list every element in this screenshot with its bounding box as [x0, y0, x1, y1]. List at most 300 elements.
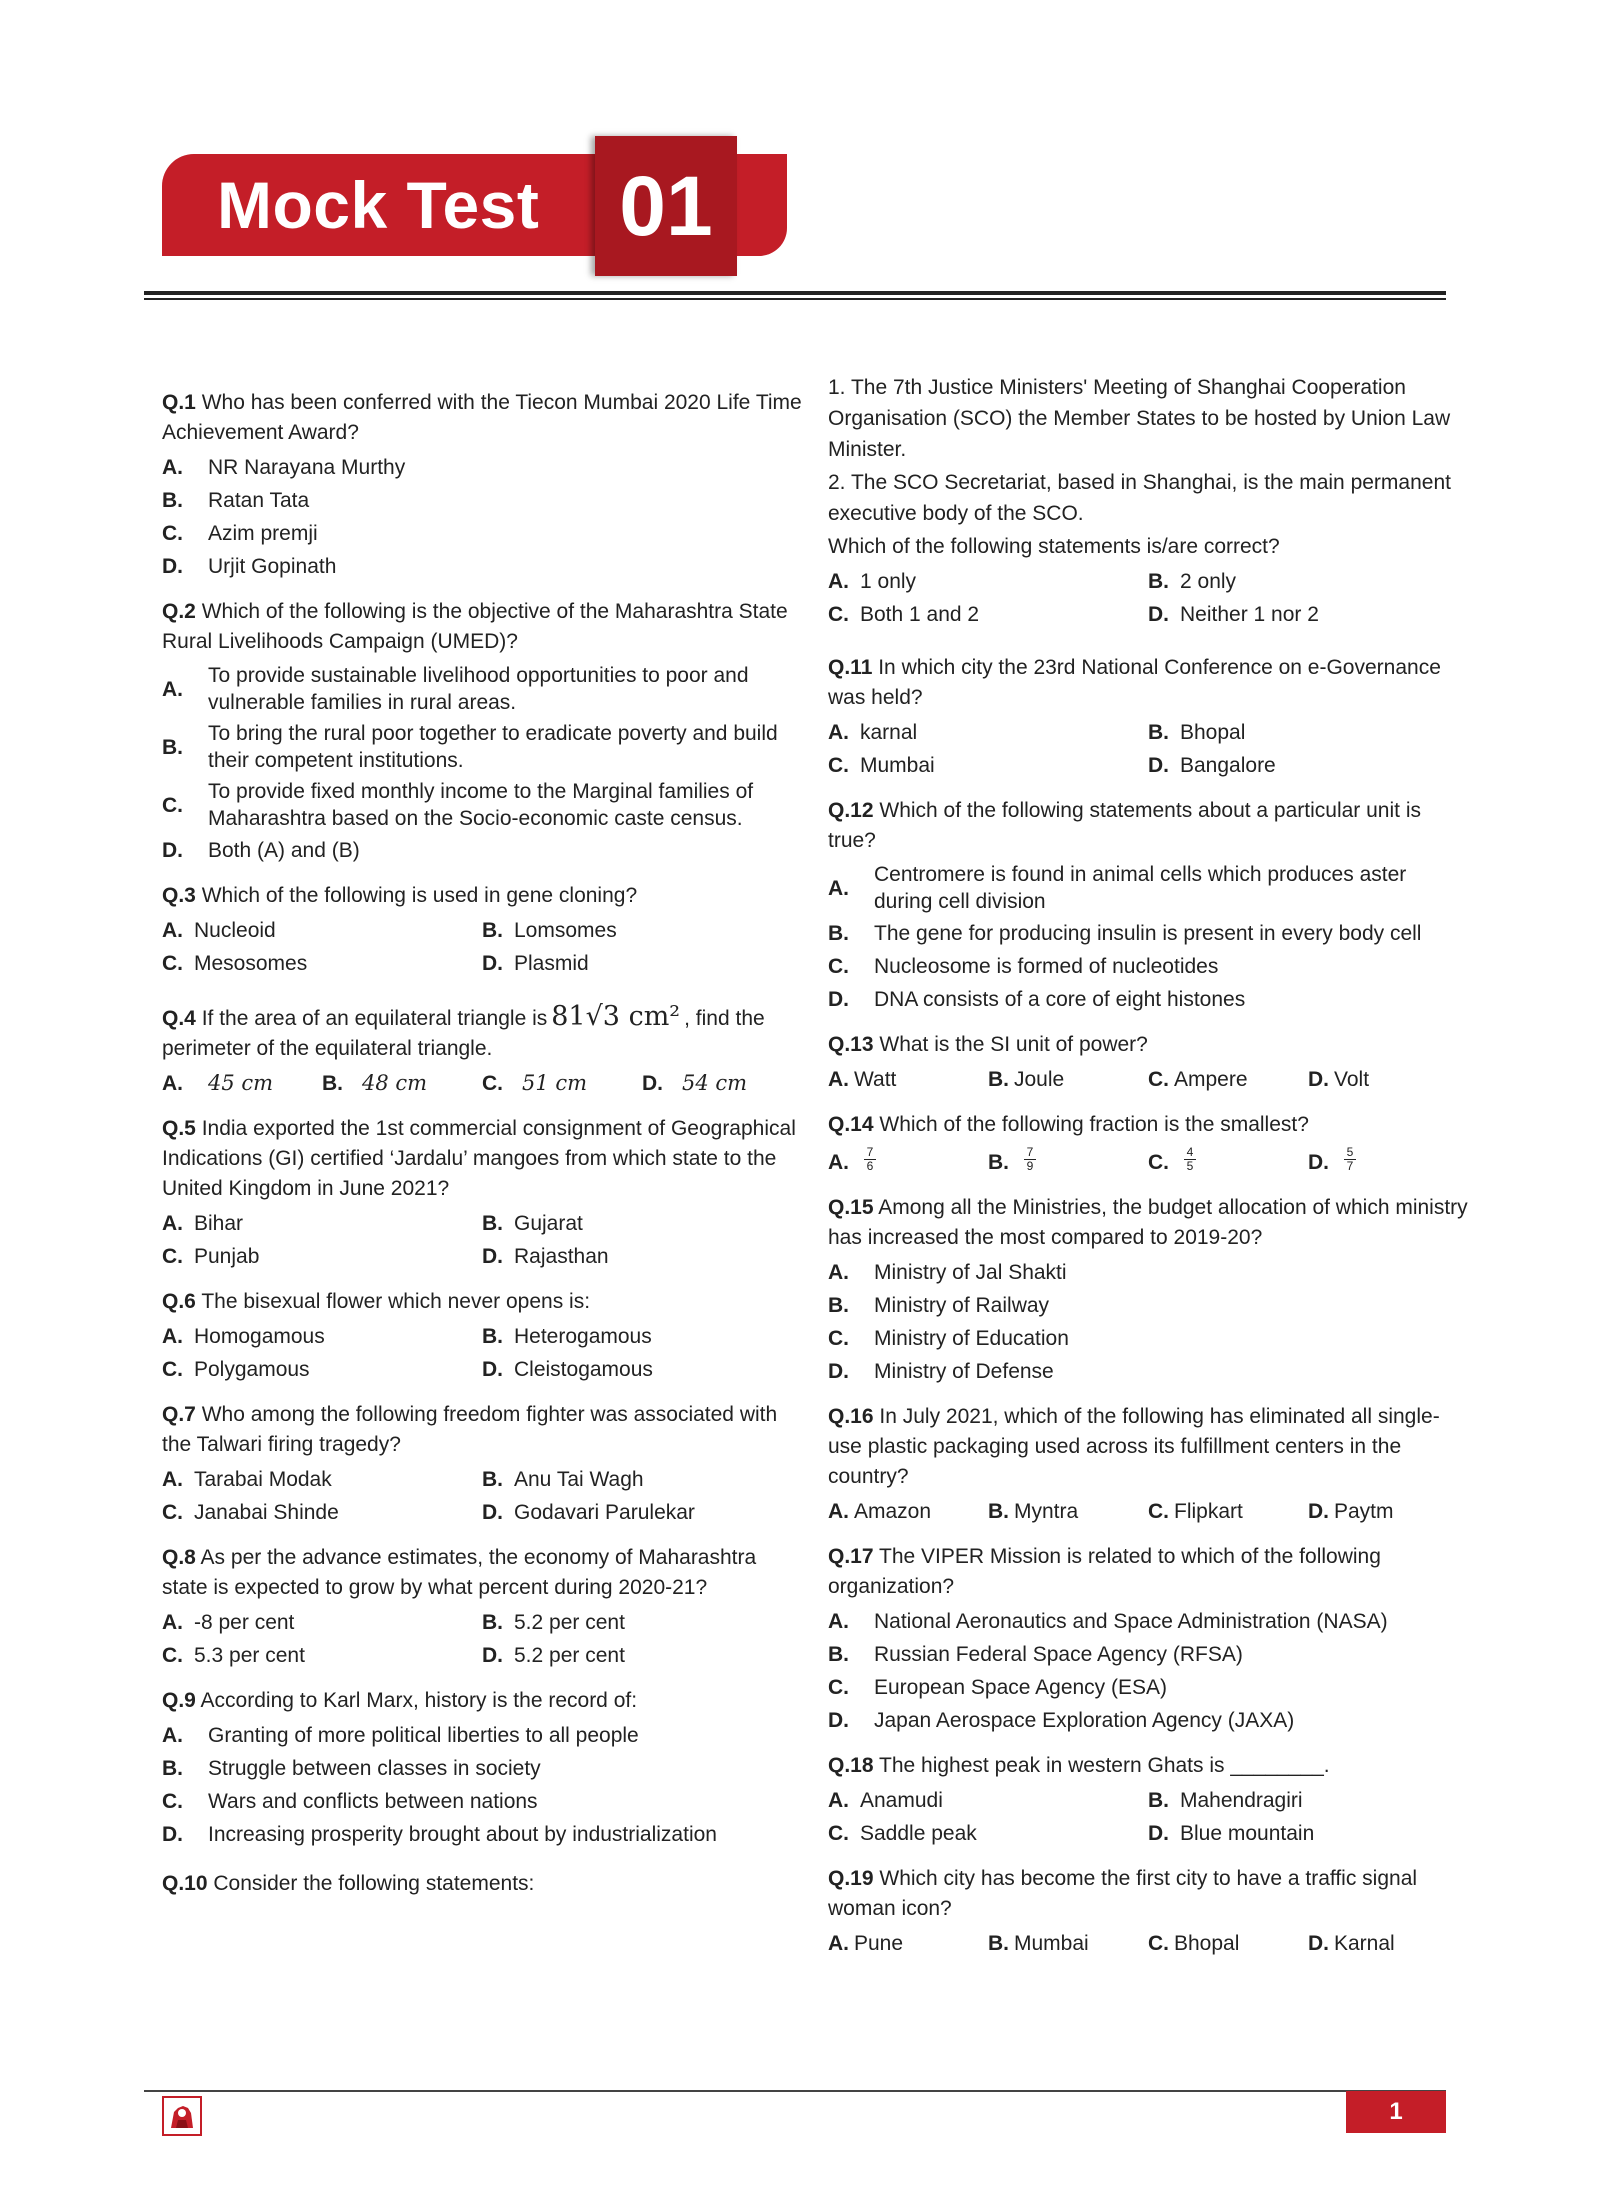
option-letter: A.: [162, 1724, 183, 1747]
option-text: Urjit Gopinath: [208, 555, 337, 578]
option-b[interactable]: [988, 1146, 1148, 1179]
option-b[interactable]: [828, 1638, 1468, 1671]
option-c[interactable]: [1148, 1495, 1308, 1528]
options-list: [828, 1495, 1468, 1528]
question-body: Who has been conferred with the Tiecon Mumbai 2020 Life Time Achievement Award?: [162, 391, 802, 444]
options-list: [162, 1719, 802, 1851]
options-list: [162, 914, 802, 980]
question-text: [828, 1110, 1468, 1140]
option-letter: C.: [828, 1822, 849, 1845]
option-c[interactable]: [1148, 1063, 1308, 1096]
option-text: Bihar: [194, 1212, 244, 1235]
option-letter: C.: [1148, 1151, 1169, 1174]
question-text: [828, 653, 1468, 713]
option-d[interactable]: [482, 1240, 802, 1273]
option-c[interactable]: [162, 776, 802, 834]
option-text: Rajasthan: [514, 1245, 609, 1268]
option-letter: D.: [1308, 1500, 1329, 1523]
option-a[interactable]: [828, 1495, 988, 1528]
options-list: [162, 1606, 802, 1672]
option-d[interactable]: [1148, 1817, 1468, 1850]
option-text: 5.2 per cent: [514, 1644, 625, 1667]
option-b[interactable]: [988, 1063, 1148, 1096]
option-c[interactable]: [828, 749, 1148, 782]
fraction: [1344, 1146, 1356, 1179]
option-a[interactable]: [828, 565, 1148, 598]
option-text: Bangalore: [1180, 754, 1276, 777]
option-text: Bhopal: [1180, 721, 1246, 744]
option-d[interactable]: [162, 834, 802, 867]
option-letter: D.: [162, 555, 183, 578]
option-text: To bring the rural poor together to eradicate poverty and build their competent institutions.: [208, 722, 778, 772]
option-letter: A.: [828, 1151, 849, 1174]
option-text: Myntra: [1014, 1500, 1079, 1523]
question-text: [162, 1400, 802, 1460]
option-letter: A.: [828, 1789, 849, 1812]
header-rule-thick: [144, 291, 1446, 295]
option-c[interactable]: [828, 1817, 1148, 1850]
question-ask: Which of the following statements is/are correct?: [828, 535, 1280, 558]
option-b[interactable]: [988, 1927, 1148, 1960]
option-d[interactable]: [482, 1496, 802, 1529]
option-c[interactable]: [828, 598, 1148, 631]
question-text: [828, 1402, 1468, 1492]
options-list: [162, 1463, 802, 1529]
options-list: [162, 1320, 802, 1386]
option-text: 1 only: [860, 570, 917, 593]
option-text: Lomsomes: [514, 919, 617, 942]
option-letter: A.: [828, 570, 849, 593]
option-letter: C.: [482, 1072, 503, 1095]
question-text: [162, 1002, 802, 1064]
option-text: DNA consists of a core of eight histones: [874, 988, 1246, 1011]
question-number: Q.12: [828, 799, 874, 822]
question-number: Q.16: [828, 1405, 874, 1428]
numerator: 7: [866, 1145, 874, 1159]
option-letter: C.: [162, 952, 183, 975]
question-text: [828, 1542, 1468, 1602]
option-letter: D.: [1148, 603, 1169, 626]
question-6: [162, 1287, 802, 1386]
option-text: Blue mountain: [1180, 1822, 1315, 1845]
footer-rule: [144, 2090, 1446, 2092]
option-a[interactable]: [828, 1605, 1468, 1638]
option-letter: A.: [828, 1932, 849, 1955]
option-text: Neither 1 nor 2: [1180, 603, 1319, 626]
option-b[interactable]: [162, 718, 802, 776]
options-list: [828, 1063, 1468, 1096]
lion-logo-svg: [164, 2098, 200, 2134]
question-3: [162, 881, 802, 980]
options-list: [828, 1927, 1468, 1960]
option-d[interactable]: [828, 1355, 1468, 1388]
option-d[interactable]: [482, 1353, 802, 1386]
option-text: 2 only: [1180, 570, 1237, 593]
option-text: To provide fixed monthly income to the Marginal families of Maharashtra based on the Socio-economic caste census.: [208, 780, 754, 830]
option-b[interactable]: [1148, 565, 1468, 598]
option-c[interactable]: [162, 947, 482, 980]
option-text: Ampere: [1174, 1068, 1248, 1091]
option-text: Janabai Shinde: [194, 1501, 339, 1524]
question-number: Q.8: [162, 1546, 196, 1569]
mock-test-banner: [162, 136, 787, 276]
option-letter: A.: [828, 1610, 849, 1633]
question-number: Q.11: [828, 656, 873, 679]
question-body: The VIPER Mission is related to which of the following organization?: [828, 1545, 1381, 1598]
option-text: Ministry of Defense: [874, 1360, 1054, 1383]
option-b[interactable]: [828, 1289, 1468, 1322]
denominator: 5: [1186, 1159, 1194, 1173]
option-a[interactable]: [828, 859, 1468, 917]
option-b[interactable]: [162, 1752, 802, 1785]
option-text: Godavari Parulekar: [514, 1501, 695, 1524]
option-a[interactable]: [162, 1207, 482, 1240]
option-letter: B.: [1148, 721, 1169, 744]
option-text: karnal: [860, 721, 918, 744]
question-body: Which of the following fraction is the smallest?: [879, 1113, 1309, 1136]
options-list: [828, 1784, 1468, 1850]
option-a[interactable]: [162, 914, 482, 947]
option-text: Russian Federal Space Agency (RFSA): [874, 1643, 1243, 1666]
options-list: [828, 859, 1468, 1016]
option-letter: B.: [322, 1072, 343, 1095]
option-b[interactable]: [482, 1606, 802, 1639]
option-b[interactable]: [988, 1495, 1148, 1528]
question-8: [162, 1543, 802, 1672]
option-text: NR Narayana Murthy: [208, 456, 406, 479]
option-letter: C.: [162, 793, 183, 817]
option-b[interactable]: [162, 484, 802, 517]
statement-2: 2. The SCO Secretariat, based in Shanghai, is the main permanent executive body of the SCO.: [828, 471, 1451, 525]
option-b[interactable]: [828, 917, 1468, 950]
question-17: [828, 1542, 1468, 1737]
option-text: Volt: [1334, 1068, 1370, 1091]
question-body: Which of the following is used in gene cloning?: [201, 884, 638, 907]
option-a[interactable]: [162, 1463, 482, 1496]
option-a[interactable]: [162, 1320, 482, 1353]
option-text: National Aeronautics and Space Administration (NASA): [874, 1610, 1388, 1633]
option-d[interactable]: [1308, 1146, 1468, 1179]
question-body: Who among the following freedom fighter was associated with the Talwari firing tragedy?: [162, 1403, 778, 1456]
lion-logo-icon: [162, 2096, 202, 2136]
option-a[interactable]: [162, 660, 802, 718]
question-number: Q.10: [162, 1872, 208, 1895]
option-text: The gene for producing insulin is present in every body cell: [874, 922, 1422, 945]
option-letter: C.: [828, 603, 849, 626]
question-10-start: [162, 1869, 802, 1899]
option-letter: D.: [482, 1501, 503, 1524]
option-letter: C.: [162, 1501, 183, 1524]
question-4: [162, 1002, 802, 1100]
area-expression: 81√3 cm²: [551, 1001, 681, 1032]
question-19: [828, 1864, 1468, 1960]
question-body: In July 2021, which of the following has eliminated all single-use plastic packaging used across its fulfillment centers in the country?: [828, 1405, 1440, 1488]
banner-title: Mock Test: [217, 168, 540, 242]
question-number: Q.15: [828, 1196, 874, 1219]
option-b[interactable]: [482, 1463, 802, 1496]
question-14: [828, 1110, 1468, 1179]
option-c[interactable]: [828, 950, 1468, 983]
option-d[interactable]: [642, 1067, 802, 1100]
option-letter: D.: [1308, 1068, 1329, 1091]
right-column: [828, 372, 1468, 1974]
options-list: [828, 716, 1468, 782]
question-7: [162, 1400, 802, 1529]
option-text: 45 cm: [208, 1071, 274, 1095]
option-text: Ministry of Education: [874, 1327, 1069, 1350]
option-letter: D.: [482, 1358, 503, 1381]
option-a[interactable]: [162, 1719, 802, 1752]
option-letter: B.: [1148, 570, 1169, 593]
question-body: Which city has become the first city to have a traffic signal woman icon?: [828, 1867, 1418, 1920]
options-list: [162, 451, 802, 583]
option-text: 48 cm: [362, 1071, 428, 1095]
option-text: 51 cm: [522, 1071, 588, 1095]
question-text: [828, 1193, 1468, 1253]
question-text: [162, 1287, 802, 1317]
option-b[interactable]: [1148, 716, 1468, 749]
option-letter: C.: [828, 1676, 849, 1699]
option-letter: B.: [988, 1068, 1009, 1091]
option-letter: A.: [162, 1325, 183, 1348]
option-text: Azim premji: [208, 522, 318, 545]
options-list: [828, 1146, 1468, 1179]
question-1: [162, 388, 802, 583]
option-letter: D.: [1148, 754, 1169, 777]
option-d[interactable]: [1308, 1927, 1468, 1960]
option-a[interactable]: [828, 1927, 988, 1960]
option-letter: D.: [642, 1072, 663, 1095]
question-text: [828, 1864, 1468, 1924]
option-c[interactable]: [162, 1785, 802, 1818]
option-letter: D.: [162, 1823, 183, 1846]
option-text: Joule: [1014, 1068, 1065, 1091]
fraction: [1024, 1146, 1036, 1179]
option-text: Tarabai Modak: [194, 1468, 332, 1491]
option-d[interactable]: [828, 983, 1468, 1016]
option-c[interactable]: [828, 1671, 1468, 1704]
option-a[interactable]: [828, 716, 1148, 749]
question-body-end: , find the perimeter of the equilateral triangle.: [162, 1007, 765, 1060]
question-body: India exported the 1st commercial consignment of Geographical Indications (GI) certified ‘Jardalu’ mangoes from which state to the United Kingdom in June 2021?: [162, 1117, 796, 1200]
options-list: [828, 1605, 1468, 1737]
numerator: 5: [1346, 1145, 1354, 1159]
options-list: [162, 1207, 802, 1273]
option-a[interactable]: [828, 1784, 1148, 1817]
option-letter: D.: [482, 1644, 503, 1667]
option-d[interactable]: [1148, 598, 1468, 631]
option-letter: D.: [828, 988, 849, 1011]
option-c[interactable]: [162, 1496, 482, 1529]
question-15: [828, 1193, 1468, 1388]
option-text: Gujarat: [514, 1212, 583, 1235]
option-text: Ministry of Jal Shakti: [874, 1261, 1067, 1284]
question-text: [162, 1114, 802, 1204]
option-text: Wars and conflicts between nations: [208, 1790, 538, 1813]
option-d[interactable]: [162, 550, 802, 583]
option-c[interactable]: [162, 1240, 482, 1273]
option-text: Saddle peak: [860, 1822, 977, 1845]
statement-1: 1. The 7th Justice Ministers' Meeting of Shanghai Cooperation Organisation (SCO) the Member States to be hosted by Union Law Minister.: [828, 376, 1451, 461]
option-a[interactable]: [162, 1606, 482, 1639]
question-body: Which of the following is the objective of the Maharashtra State Rural Livelihoods Campaign (UMED)?: [162, 600, 788, 653]
option-letter: D.: [828, 1709, 849, 1732]
option-letter: C.: [162, 1358, 183, 1381]
question-number: Q.18: [828, 1754, 874, 1777]
option-a[interactable]: [162, 451, 802, 484]
question-11: [828, 653, 1468, 782]
option-c[interactable]: [162, 517, 802, 550]
question-5: [162, 1114, 802, 1273]
option-letter: B.: [1148, 1789, 1169, 1812]
option-text: Centromere is found in animal cells which produces aster during cell division: [874, 863, 1407, 913]
question-10-continued: [828, 372, 1468, 631]
option-text: Anamudi: [860, 1789, 943, 1812]
option-b[interactable]: [322, 1067, 482, 1100]
option-a[interactable]: [162, 1067, 322, 1100]
option-c[interactable]: [1148, 1146, 1308, 1179]
option-text: To provide sustainable livelihood opportunities to poor and vulnerable families in rural areas.: [208, 664, 749, 714]
denominator: 6: [866, 1159, 874, 1173]
option-letter: B.: [162, 1757, 183, 1780]
question-text: [162, 1543, 802, 1603]
header-rule-thin: [144, 298, 1446, 300]
question-text: [828, 1030, 1468, 1060]
question-9: [162, 1686, 802, 1851]
option-text: Heterogamous: [514, 1325, 652, 1348]
option-d[interactable]: [828, 1704, 1468, 1737]
option-text: 5.2 per cent: [514, 1611, 625, 1634]
option-letter: A.: [162, 919, 183, 942]
option-text: Pune: [854, 1932, 904, 1955]
option-letter: D.: [1308, 1151, 1329, 1174]
question-body: Among all the Ministries, the budget allocation of which ministry has increased the most compared to 2019-20?: [828, 1196, 1468, 1249]
option-letter: B.: [988, 1151, 1009, 1174]
option-c[interactable]: [482, 1067, 642, 1100]
option-b[interactable]: [482, 1320, 802, 1353]
left-column: [162, 370, 802, 1913]
option-letter: B.: [162, 489, 183, 512]
question-body: What is the SI unit of power?: [879, 1033, 1148, 1056]
option-a[interactable]: [828, 1256, 1468, 1289]
option-a[interactable]: [828, 1146, 988, 1179]
question-text: [162, 1869, 802, 1899]
numerator: 4: [1186, 1145, 1194, 1159]
fraction: [1184, 1146, 1196, 1179]
option-letter: C.: [828, 754, 849, 777]
option-letter: B.: [482, 1325, 503, 1348]
option-text: Both (A) and (B): [208, 839, 360, 862]
question-body: The highest peak in western Ghats is ________.: [879, 1754, 1330, 1777]
question-13: [828, 1030, 1468, 1096]
option-letter: D.: [482, 1245, 503, 1268]
option-text: European Space Agency (ESA): [874, 1676, 1168, 1699]
option-text: Cleistogamous: [514, 1358, 653, 1381]
option-text: Punjab: [194, 1245, 260, 1268]
option-letter: B.: [988, 1500, 1009, 1523]
option-text: 54 cm: [682, 1071, 748, 1095]
option-b[interactable]: [482, 1207, 802, 1240]
question-2: [162, 597, 802, 867]
option-text: Ratan Tata: [208, 489, 310, 512]
option-text: Both 1 and 2: [860, 603, 980, 626]
option-c[interactable]: [162, 1639, 482, 1672]
option-letter: D.: [1148, 1822, 1169, 1845]
option-d[interactable]: [482, 1639, 802, 1672]
option-c[interactable]: [162, 1353, 482, 1386]
option-d[interactable]: [162, 1818, 802, 1851]
option-text: Bhopal: [1174, 1932, 1240, 1955]
option-d[interactable]: [1148, 749, 1468, 782]
option-c[interactable]: [828, 1322, 1468, 1355]
option-text: Anu Tai Wagh: [514, 1468, 644, 1491]
question-body: In which city the 23rd National Conference on e-Governance was held?: [828, 656, 1441, 709]
question-number: Q.4: [162, 1007, 196, 1030]
question-number: Q.7: [162, 1403, 196, 1426]
question-body: According to Karl Marx, history is the record of:: [200, 1689, 638, 1712]
question-number: Q.1: [162, 391, 196, 414]
option-letter: B.: [162, 735, 183, 759]
denominator: 7: [1346, 1159, 1354, 1173]
option-letter: B.: [482, 1611, 503, 1634]
question-body: As per the advance estimates, the economy of Maharashtra state is expected to grow by what percent during 2020-21?: [162, 1546, 757, 1599]
option-b[interactable]: [482, 914, 802, 947]
option-d[interactable]: [482, 947, 802, 980]
question-number: Q.13: [828, 1033, 874, 1056]
option-letter: C.: [1148, 1932, 1169, 1955]
option-text: Homogamous: [194, 1325, 325, 1348]
option-text: 5.3 per cent: [194, 1644, 305, 1667]
option-text: Mesosomes: [194, 952, 308, 975]
question-body: Which of the following statements about a particular unit is true?: [828, 799, 1421, 852]
option-letter: C.: [828, 1327, 849, 1350]
option-c[interactable]: [1148, 1927, 1308, 1960]
option-d[interactable]: [1308, 1495, 1468, 1528]
option-text: Ministry of Railway: [874, 1294, 1050, 1317]
option-text: Karnal: [1334, 1932, 1395, 1955]
option-text: -8 per cent: [194, 1611, 295, 1634]
option-a[interactable]: [828, 1063, 988, 1096]
option-text: Japan Aerospace Exploration Agency (JAXA): [874, 1709, 1295, 1732]
question-number: Q.9: [162, 1689, 196, 1712]
option-letter: A.: [162, 1072, 183, 1095]
question-18: [828, 1751, 1468, 1850]
question-body: Consider the following statements:: [213, 1872, 535, 1895]
option-letter: B.: [482, 1468, 503, 1491]
question-number: Q.17: [828, 1545, 874, 1568]
option-letter: B.: [828, 922, 849, 945]
question-text: [162, 1686, 802, 1716]
question-number: Q.14: [828, 1113, 874, 1136]
numerator: 7: [1026, 1145, 1034, 1159]
option-letter: B.: [828, 1294, 849, 1317]
option-letter: A.: [828, 721, 849, 744]
option-text: Mumbai: [860, 754, 935, 777]
option-letter: B.: [828, 1643, 849, 1666]
question-text: [162, 388, 802, 448]
option-text: Polygamous: [194, 1358, 310, 1381]
question-number: Q.2: [162, 600, 196, 623]
option-b[interactable]: [1148, 1784, 1468, 1817]
banner-number-box: [595, 136, 737, 276]
option-letter: A.: [162, 677, 183, 701]
question-12: [828, 796, 1468, 1016]
option-letter: A.: [828, 876, 849, 900]
option-text: Paytm: [1334, 1500, 1394, 1523]
question-number: Q.6: [162, 1290, 196, 1313]
options-list: [828, 1256, 1468, 1388]
option-d[interactable]: [1308, 1063, 1468, 1096]
